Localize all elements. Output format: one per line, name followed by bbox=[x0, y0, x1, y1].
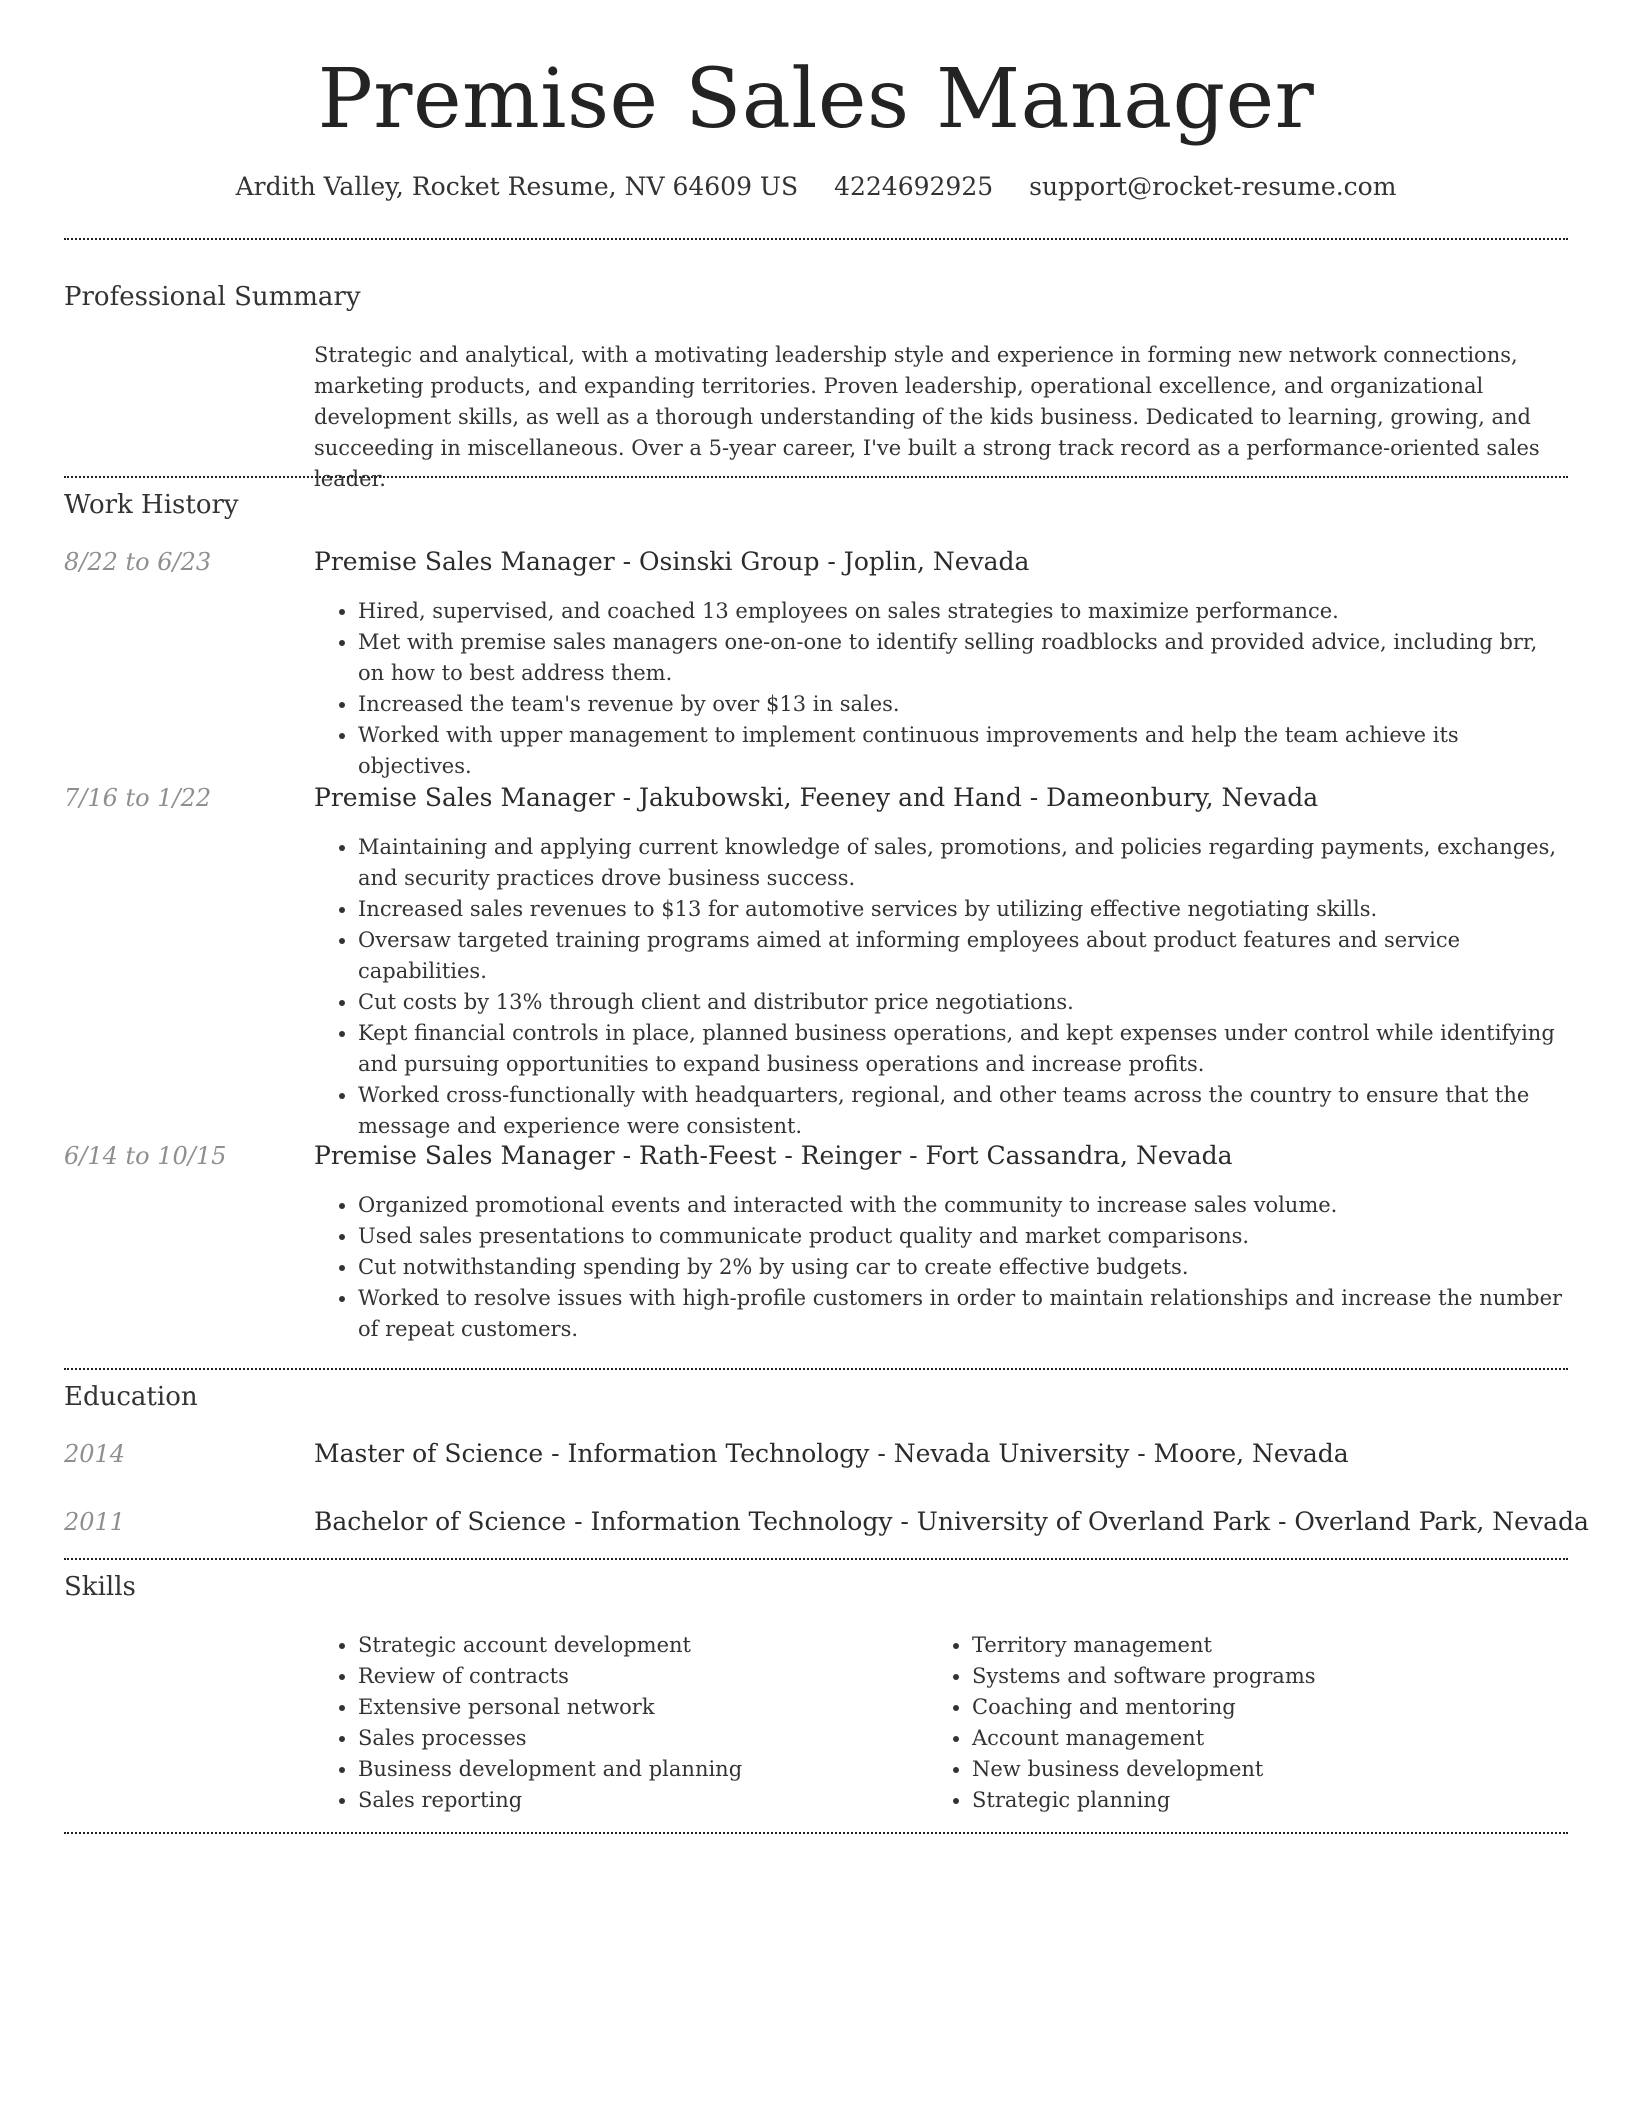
job-bullet: • Increased the team's revenue by over $13 in sales. bbox=[358, 689, 1568, 720]
job-bullet: • Cut costs by 13% through client and distributor price negotiations. bbox=[358, 987, 1568, 1018]
skill-item: • Strategic planning bbox=[972, 1785, 1528, 1816]
job-bullet: • Increased sales revenues to $13 for automotive services by utilizing effective negotiating skills. bbox=[358, 894, 1568, 925]
job-bullet: • Met with premise sales managers one-on-one to identify selling roadblocks and provided advice, including brr, on how to best address them. bbox=[358, 627, 1568, 689]
skill-item: • Strategic account development bbox=[358, 1630, 914, 1661]
education-year: 2011 bbox=[64, 1508, 126, 1536]
contact-address: Ardith Valley, Rocket Resume, NV 64609 US bbox=[235, 172, 799, 201]
section-title-education: Education bbox=[64, 1382, 198, 1412]
education-degree: Bachelor of Science - Information Technology - University of Overland Park - Overland Park, Nevada bbox=[314, 1507, 1589, 1536]
job-bullet: • Oversaw targeted training programs aimed at informing employees about product features and service capabilities. bbox=[358, 925, 1568, 987]
section-title-skills: Skills bbox=[64, 1572, 136, 1602]
job-bullets bbox=[314, 832, 1568, 1142]
education-degree: Master of Science - Information Technology - Nevada University - Moore, Nevada bbox=[314, 1439, 1349, 1468]
job-title: Premise Sales Manager - Rath-Feest - Reinger - Fort Cassandra, Nevada bbox=[314, 1141, 1233, 1170]
section-title-work-history: Work History bbox=[64, 490, 239, 520]
job-bullet: • Cut notwithstanding spending by 2% by using car to create effective budgets. bbox=[358, 1252, 1568, 1283]
divider bbox=[64, 1558, 1568, 1560]
job-bullets bbox=[314, 596, 1568, 782]
skill-item: • Systems and software programs bbox=[972, 1661, 1528, 1692]
candidate-name: Premise Sales Manager bbox=[317, 52, 1315, 147]
divider bbox=[64, 1368, 1568, 1370]
job-bullet: • Hired, supervised, and coached 13 employees on sales strategies to maximize performance. bbox=[358, 596, 1568, 627]
skill-item: • Sales reporting bbox=[358, 1785, 914, 1816]
divider bbox=[64, 238, 1568, 240]
skill-item: • Account management bbox=[972, 1723, 1528, 1754]
job-dates: 6/14 to 10/15 bbox=[64, 1142, 227, 1170]
job-bullet: • Used sales presentations to communicate product quality and market comparisons. bbox=[358, 1221, 1568, 1252]
skill-item: • Review of contracts bbox=[358, 1661, 914, 1692]
skill-item: • New business development bbox=[972, 1754, 1528, 1785]
skill-item: • Territory management bbox=[972, 1630, 1528, 1661]
job-bullet: • Organized promotional events and interacted with the community to increase sales volume. bbox=[358, 1190, 1568, 1221]
skill-item: • Sales processes bbox=[358, 1723, 914, 1754]
summary-text: Strategic and analytical, with a motivating leadership style and experience in forming new network connections, marketing products, and expanding territories. Proven leadership, operational excellence, and organizational development skills, as well as a thorough understanding of the kids business. Dedicated to learning, growing, and succeeding in miscellaneous. Over a 5-year career, I've built a strong track record as a performance-oriented sales leader. bbox=[314, 343, 1540, 491]
job-bullet: • Worked cross-functionally with headquarters, regional, and other teams across the country to ensure that the message and experience were consistent. bbox=[358, 1080, 1568, 1142]
contact-line bbox=[0, 170, 1632, 204]
job-bullet: • Worked to resolve issues with high-profile customers in order to maintain relationships and increase the number of repeat customers. bbox=[358, 1283, 1568, 1345]
divider bbox=[64, 1832, 1568, 1834]
skills-list-right bbox=[928, 1630, 1528, 1816]
job-title: Premise Sales Manager - Jakubowski, Feeney and Hand - Dameonbury, Nevada bbox=[314, 783, 1319, 812]
skill-item: • Extensive personal network bbox=[358, 1692, 914, 1723]
skills-list-left bbox=[314, 1630, 914, 1816]
job-dates: 8/22 to 6/23 bbox=[64, 548, 212, 576]
job-title: Premise Sales Manager - Osinski Group - Joplin, Nevada bbox=[314, 547, 1030, 576]
job-bullets bbox=[314, 1190, 1568, 1345]
skill-item: • Coaching and mentoring bbox=[972, 1692, 1528, 1723]
divider bbox=[64, 476, 1568, 478]
skill-item: • Business development and planning bbox=[358, 1754, 914, 1785]
job-bullet: • Kept financial controls in place, planned business operations, and kept expenses under control while identifying and pursuing opportunities to expand business operations and increase profits. bbox=[358, 1018, 1568, 1080]
job-bullet: • Worked with upper management to implement continuous improvements and help the team achieve its objectives. bbox=[358, 720, 1568, 782]
section-title-summary: Professional Summary bbox=[64, 282, 361, 312]
contact-phone: 4224692925 bbox=[834, 172, 994, 201]
job-dates: 7/16 to 1/22 bbox=[64, 784, 212, 812]
contact-email[interactable]: support@rocket-resume.com bbox=[1029, 172, 1397, 201]
job-bullet: • Maintaining and applying current knowledge of sales, promotions, and policies regarding payments, exchanges, and security practices drove business success. bbox=[358, 832, 1568, 894]
education-year: 2014 bbox=[64, 1440, 126, 1468]
